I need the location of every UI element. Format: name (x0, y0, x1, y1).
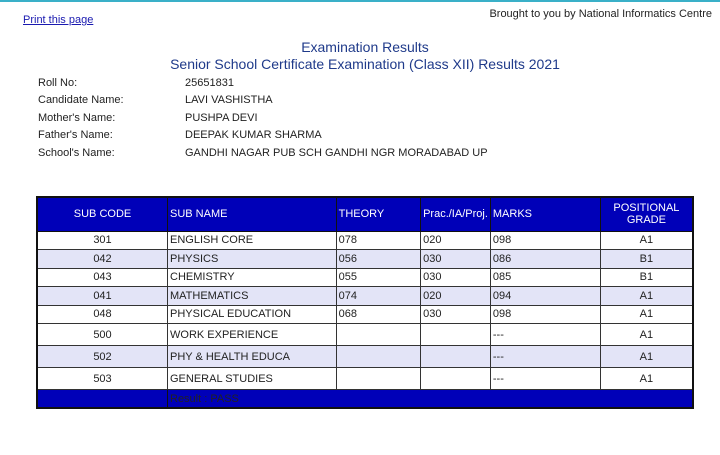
result-row (37, 390, 693, 409)
candidate-name-row (38, 92, 488, 110)
result-spacer-cell (37, 390, 168, 409)
table-row (37, 324, 693, 346)
credit-text: Brought to you by National Informatics Centre (489, 8, 712, 20)
father-name-value: DEEPAK KUMAR SHARMA (185, 129, 322, 142)
grade-cell: A1 (600, 368, 693, 390)
header-sub-name: SUB NAME (168, 197, 337, 231)
theory-cell (336, 324, 420, 346)
marks-cell: 098 (490, 305, 600, 324)
marks-cell: 094 (490, 287, 600, 306)
header-prac: Prac./IA/Proj. (421, 197, 491, 231)
sub-name-cell: ENGLISH CORE (168, 231, 337, 250)
sub-name-cell: PHY & HEALTH EDUCA (168, 346, 337, 368)
header-theory: THEORY (336, 197, 420, 231)
prac-cell (421, 324, 491, 346)
roll-no-value: 25651831 (185, 76, 234, 89)
marks-cell: --- (490, 324, 600, 346)
roll-no-label: Roll No: (38, 76, 78, 89)
sub-name-cell: GENERAL STUDIES (168, 368, 337, 390)
prac-cell (421, 346, 491, 368)
marks-table (36, 196, 694, 409)
sub-name-cell: PHYSICAL EDUCATION (168, 305, 337, 324)
table-row (37, 368, 693, 390)
grade-cell: A1 (600, 346, 693, 368)
sub-name-cell: WORK EXPERIENCE (168, 324, 337, 346)
theory-cell (336, 346, 420, 368)
page-subtitle: Senior School Certificate Examination (Class XII) Results 2021 (170, 56, 560, 72)
sub-code-cell: 042 (37, 250, 168, 269)
marks-cell: 086 (490, 250, 600, 269)
prac-cell: 020 (421, 287, 491, 306)
prac-cell (421, 368, 491, 390)
sub-code-cell: 500 (37, 324, 168, 346)
theory-cell (336, 368, 420, 390)
result-text: Result : PASS (168, 390, 694, 409)
prac-cell: 030 (421, 250, 491, 269)
header-sub-code: SUB CODE (37, 197, 168, 231)
header-marks: MARKS (490, 197, 600, 231)
sub-code-cell: 503 (37, 368, 168, 390)
table-row (37, 346, 693, 368)
print-page-link[interactable]: Print this page (23, 14, 94, 26)
mother-name-value: PUSHPA DEVI (185, 111, 258, 124)
roll-no-row (38, 74, 488, 92)
theory-cell: 074 (336, 287, 420, 306)
candidate-info (38, 74, 488, 162)
marks-cell: --- (490, 368, 600, 390)
grade-cell: A1 (600, 231, 693, 250)
mother-name-label: Mother's Name: (38, 111, 116, 124)
school-name-row (38, 144, 488, 162)
father-name-row (38, 127, 488, 145)
grade-cell: A1 (600, 305, 693, 324)
marks-cell: --- (490, 346, 600, 368)
sub-code-cell: 048 (37, 305, 168, 324)
table-row (37, 268, 693, 287)
theory-cell: 055 (336, 268, 420, 287)
header-grade: POSITIONAL GRADE (600, 197, 693, 231)
sub-code-cell: 502 (37, 346, 168, 368)
table-row (37, 287, 693, 306)
table-row (37, 250, 693, 269)
sub-name-cell: PHYSICS (168, 250, 337, 269)
prac-cell: 030 (421, 305, 491, 324)
sub-name-cell: MATHEMATICS (168, 287, 337, 306)
table-row (37, 305, 693, 324)
theory-cell: 078 (336, 231, 420, 250)
theory-cell: 068 (336, 305, 420, 324)
candidate-name-label: Candidate Name: (38, 94, 124, 107)
grade-cell: A1 (600, 324, 693, 346)
prac-cell: 030 (421, 268, 491, 287)
prac-cell: 020 (421, 231, 491, 250)
school-name-value: GANDHI NAGAR PUB SCH GANDHI NGR MORADABAD UP (185, 146, 488, 159)
grade-cell: B1 (600, 268, 693, 287)
sub-name-cell: CHEMISTRY (168, 268, 337, 287)
marks-cell: 098 (490, 231, 600, 250)
theory-cell: 056 (336, 250, 420, 269)
table-header-row (37, 197, 693, 231)
mother-name-row (38, 109, 488, 127)
sub-code-cell: 041 (37, 287, 168, 306)
sub-code-cell: 301 (37, 231, 168, 250)
school-name-label: School's Name: (38, 146, 115, 159)
father-name-label: Father's Name: (38, 129, 113, 142)
page-title: Examination Results (301, 39, 429, 55)
grade-cell: A1 (600, 287, 693, 306)
candidate-name-value: LAVI VASHISTHA (185, 94, 273, 107)
marks-cell: 085 (490, 268, 600, 287)
sub-code-cell: 043 (37, 268, 168, 287)
table-row (37, 231, 693, 250)
grade-cell: B1 (600, 250, 693, 269)
